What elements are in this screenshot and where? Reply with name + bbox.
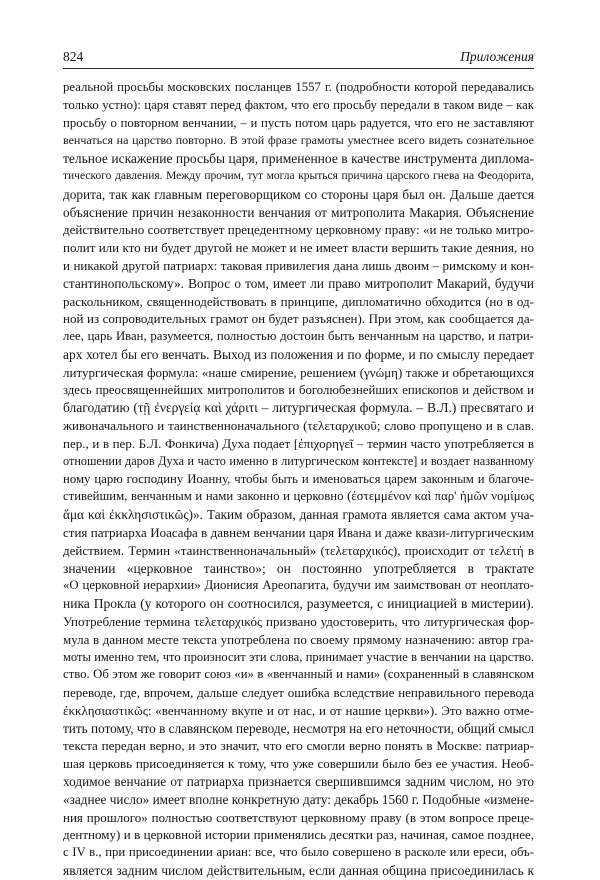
text-line: литургическая формула: «наше смирение, решением (γνώμη) также и обретающихся xyxy=(63,364,534,380)
text-line: стия патриарха Иоасафа в давнем венчании царя Ивана и даже квази-литургическим xyxy=(63,524,534,540)
text-line: отношении даров Духа и часто именно в литургическом контексте] и воздает названному xyxy=(63,453,534,468)
text-line: раскольником, священнодействовать в принципе, дипломатично обходится (но в од- xyxy=(63,293,534,309)
header-rule xyxy=(63,68,534,69)
text-line: лее, царь Иван, разумеется, полностью достоин быть венчанным на царство, и патри- xyxy=(63,329,534,344)
text-line: тического давления. Между прочим, тут могла крыться причина царского гнева на Феодорита, xyxy=(63,169,534,182)
text-line: «заднее число» имеет вполне конкретную дату: декабрь 1560 г. Подобные «измене- xyxy=(63,791,534,807)
text-line: действительно соответствует прецедентному церковному праву: «и не только митро- xyxy=(63,222,534,238)
text-line: ной из сопроводительных грамот он будет разъяснен). При этом, как сообщается да- xyxy=(63,311,534,327)
running-title: Приложения xyxy=(460,49,534,64)
text-line: тить потому, что в славянском переводе, несмотря на его неточности, общий смысл xyxy=(63,720,534,736)
text-line: текста передан верно, и это значит, что его смогли верно понять в Москве: патриар- xyxy=(63,738,534,754)
text-line: арх хотел бы его венчать. Выход из положения и по форме, и по смыслу передает xyxy=(63,346,534,362)
text-line: стивейшим, венчанным и нами законно и церковно (ἐστεμμένον καὶ παρ' ἡμῶν νομίμως xyxy=(63,489,534,504)
text-line: и никакой другой патриарх: таковая привилегия дана лишь двоим – римскому и кон- xyxy=(63,257,534,273)
text-line: переводе, где, впрочем, дальше следует ошибка вследствие неправильного перевода xyxy=(63,685,534,701)
text-line: дорита, так как главным переговорщиком со стороны царя был он. Дальше дается xyxy=(63,186,534,202)
text-line: стантинопольскому». Вопрос о том, имеет ли право митрополит Макарий, будучи xyxy=(63,275,534,291)
text-line: значении «церковное таинство»; он постоянно употребляется в трактате xyxy=(63,560,534,576)
text-line: ство. Об этом же говорит союз «и» в «венчанный и нами» (сохраненный в славянском xyxy=(63,667,534,682)
text-line: здесь преосвященнейших митрополитов и боголюбезнейших епископов и действом и xyxy=(63,382,534,397)
text-line: реальной просьбы московских посланцев 1557 г. (подробности которой передавались xyxy=(63,80,534,94)
page-number: 824 xyxy=(63,49,84,64)
text-line: является задним числом действительным, если данная община присоединилась к xyxy=(63,863,534,879)
text-line: венчаться на царство повторно. В этой фразе грамоты уместнее всего видеть сознательное xyxy=(63,133,534,148)
text-line: живоначального и таинственноначального (τελεταρχικοῦ; слово пропущено и в слав. xyxy=(63,418,534,434)
page-header xyxy=(63,48,534,70)
text-line: пер., и в пер. Б.Л. Фонкича) Духа подает [ἐπιχορηγεῖ – термин часто употребляется в xyxy=(63,435,534,451)
text-line: ния прошлого» полностью соответствуют церковному праву (в этом вопросе преце- xyxy=(63,809,534,825)
text-line: шая церковь присоединяется к тому, что уже совершили было без ее участия. Необ- xyxy=(63,756,534,772)
text-line: действием. Термин «таинственноначальный» (τελεταρχικός), происходит от τελετή в xyxy=(63,542,534,558)
text-line: ходимое венчание от патриарха признается свершившимся задним числом, но это xyxy=(63,774,534,790)
text-line: Употребление термина τελεταρχικός призвано удостоверить, что литургическая фор- xyxy=(63,613,534,629)
text-line: тельное искажение просьбы царя, примененное в качестве инструмента диплома- xyxy=(63,151,534,167)
body-text xyxy=(63,79,534,880)
text-line: дентному) и в церковной истории применялись десятки раз, начиная, самое позднее, xyxy=(63,827,534,843)
text-line: только устно): царя ставят перед фактом, что его просьбу передали в таком виде – как xyxy=(63,97,534,112)
text-line: с IV в., при присоединении ариан: все, что было совершено в расколе или ереси, объ- xyxy=(63,845,534,860)
text-line: «О церковной иерархии» Дионисия Ареопагита, будучи им заимствован от неоплато- xyxy=(63,578,534,593)
text-line: благодатию (τῇ ἐνεργείᾳ καὶ χάριτι – литургическая формула. – В.Л.) пресвятаго и xyxy=(63,400,534,416)
text-line: ному царю господину Иоанну, чтобы быть и именоваться царем законным и благоче- xyxy=(63,471,534,486)
text-line: просьбу о повторном венчании, – и пусть потом царь радуется, что его не заставляют xyxy=(63,115,534,130)
text-line: объяснение причин незаконности венчания от митрополита Макария. Объяснение xyxy=(63,204,534,220)
text-line: ἐκκλησιαστικῶς: «венчанному вкупе и от нас, и от нашие церкви»). Это важно отме- xyxy=(63,702,534,718)
text-line: ника Прокла (у которого он соотносился, разумеется, с инициацией в мистерии). xyxy=(63,596,534,612)
text-line: ἅμα καὶ ἐκκλησιστικῶς)». Таким образом, данная грамота является сама актом уча- xyxy=(63,507,534,523)
text-line: мула в данном месте текста употреблена по своему прямому назначению: автор гра- xyxy=(63,631,534,647)
text-line: полит или кто ни будет другой не может и не имеет власти вершить такие деяния, но xyxy=(63,240,534,256)
text-line: моты именно тем, что произносит эти слова, принимает участие в венчании на царство. xyxy=(63,649,534,664)
